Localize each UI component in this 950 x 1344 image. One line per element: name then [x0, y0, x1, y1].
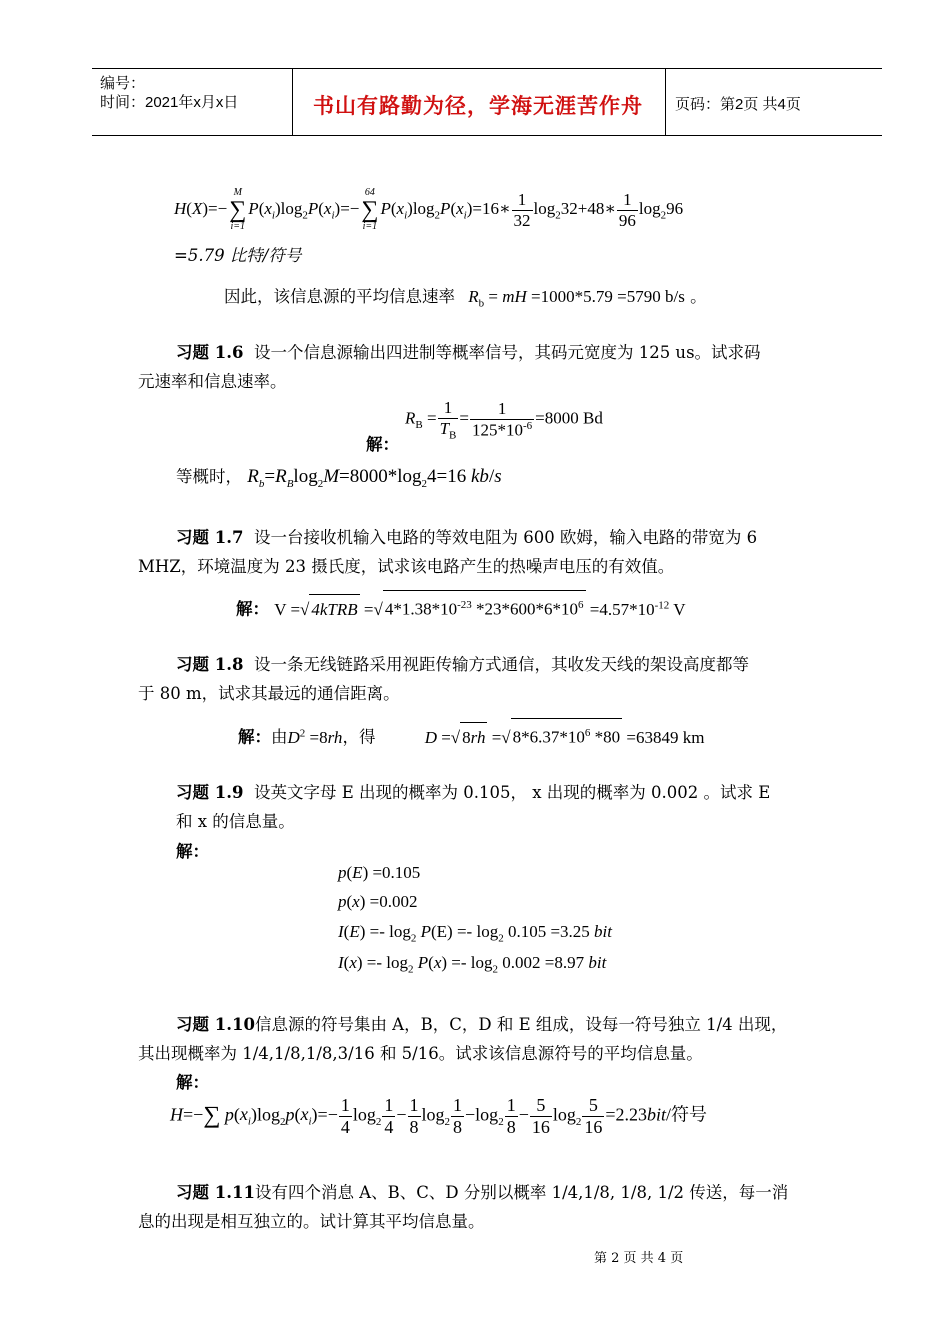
info-eq-Ix: $I(x) =- \log_2 P(x) =- \log_2 0.002 =8.97$ bit — [338, 953, 607, 976]
header-bottom-rule — [92, 135, 882, 136]
problem-1-9-title: 习题 1.9 — [176, 783, 244, 802]
symbol-rate-equation: $R_B$ = $\frac{1}{T_B}$ = $\frac{1}{125*10^{-6}}$ =8000 Bd — [405, 398, 603, 441]
problem-1-11-line1: 习题 1.11设有四个消息 A、B、C、D 分别以概率 1/4,1/8, 1/8, 1/2 传送，每一消 — [176, 1183, 789, 1202]
problem-1-10-line1: 习题 1.10信息源的符号集由 A，B，C，D 和 E 组成，设每一符号独立 1/4 出现， — [176, 1015, 788, 1034]
header-time: 时间：2021年x月x日 — [100, 94, 239, 111]
problem-1-9-line2: 和 x 的信息量。 — [176, 812, 295, 831]
problem-1-11-title: 习题 1.11 — [176, 1183, 255, 1202]
header-divider-left — [292, 68, 293, 136]
problem-1-6-title: 习题 1.6 — [176, 343, 244, 362]
header-page-info: 页码：第2页 共4页 — [675, 96, 801, 113]
problem-1-11-line2: 息的出现是相互独立的。试计算其平均信息量。 — [138, 1212, 485, 1231]
header-serial: 编号： — [100, 75, 146, 92]
info-eq-px: p(x) =0.002 — [338, 892, 418, 911]
header-motto: 书山有路勤为径，学海无涯苦作舟 — [313, 93, 643, 118]
sum-symbol-1: M ∑ i=1 — [229, 187, 247, 232]
problem-1-8-line1: 习题 1.8 设一条无线链路采用视距传输方式通信，其收发天线的架设高度都等 — [176, 655, 749, 674]
entropy-result: =5.79 比特/符号 — [174, 246, 302, 265]
sum-symbol-2: 64 ∑ i=1 — [361, 187, 379, 232]
problem-1-7-line1: 习题 1.7 设一台接收机输入电路的等效电阻为 600 欧姆，输入电路的带宽为 6 — [176, 528, 758, 547]
problem-1-10-title: 习题 1.10 — [176, 1015, 255, 1034]
problem-1-6-line1: 习题 1.6 设一个信息源输出四进制等概率信号，其码元宽度为 125 us。试求码 — [176, 343, 761, 362]
problem-1-9-solution-label: 解： — [176, 842, 209, 861]
problem-1-10-solution-label: 解： — [176, 1073, 209, 1092]
avg-info-equation: H=−∑ $p(x_i)\log_2p(x_i)=-$ $\frac{1}{4}$ $\log_2$ $\frac{1}{4}$ − $\frac{1}{8}$ $\log_2$ $\frac{1}{8}$ $-\log_2$ $\frac{1}{8}$ − $\frac{5}{16}$ $\log_2$ $\frac{5}{16}$ =2.23bit/符号 — [170, 1095, 708, 1137]
info-rate-conclusion: 因此，该信息源的平均信息速率 $R_b$ = mH =1000*5.79 =5790 b/s 。 — [224, 287, 707, 310]
problem-1-6-line2: 元速率和信息速率。 — [138, 372, 287, 391]
problem-1-10-line2: 其出现概率为 1/4,1/8,1/8,3/16 和 5/16。试求该信息源符号的平均信息量。 — [138, 1044, 703, 1063]
entropy-equation: H(X)=− M ∑ i=1 $P(x_i)\log_2P(x_i)=-$ 64 ∑ i=1 $P(x_i)\log_2P(x_i)=16∗$ $\frac{1}{32}$ $\log_232+48∗$ $\frac{1}{96}$ $\log_296$ — [174, 187, 684, 232]
info-eq-pE: p(E) =0.105 — [338, 863, 421, 882]
info-eq-IE: $I(E) =- \log_2 P(E) =- \log_2 0.105 =3.25$ bit — [338, 922, 612, 945]
problem-1-8-title: 习题 1.8 — [176, 655, 244, 674]
distance-equation: 解：由$D^2 =8rh$，得 D =√ 8rh =√ $8*6.37*10^6$ *80 =63849 km — [238, 718, 704, 752]
page-footer: 第 2 页 共 4 页 — [594, 1251, 684, 1266]
header-top-rule — [92, 68, 882, 69]
info-rate-equation: 等概时， $R_b=R_B\log_2M=8000*\log_24=16$ kb/s — [176, 466, 502, 490]
problem-1-8-line2: 于 80 m，试求其最远的通信距离。 — [138, 684, 400, 703]
problem-1-9-line1: 习题 1.9 设英文字母 E 出现的概率为 0.105， x 出现的概率为 0.002 。试求 E — [176, 783, 771, 802]
problem-1-7-title: 习题 1.7 — [176, 528, 244, 547]
noise-voltage-equation: 解： V =√ 4kTRB =√ $4*1.38*10^{-23}$ $*23*600*6*10^6 =4.57*10^{-12}$ V — [236, 590, 686, 624]
header-divider-right — [665, 68, 666, 136]
problem-1-7-line2: MHZ，环境温度为 23 摄氏度，试求该电路产生的热噪声电压的有效值。 — [138, 557, 675, 576]
problem-1-6-solution-label: 解： — [366, 435, 399, 454]
